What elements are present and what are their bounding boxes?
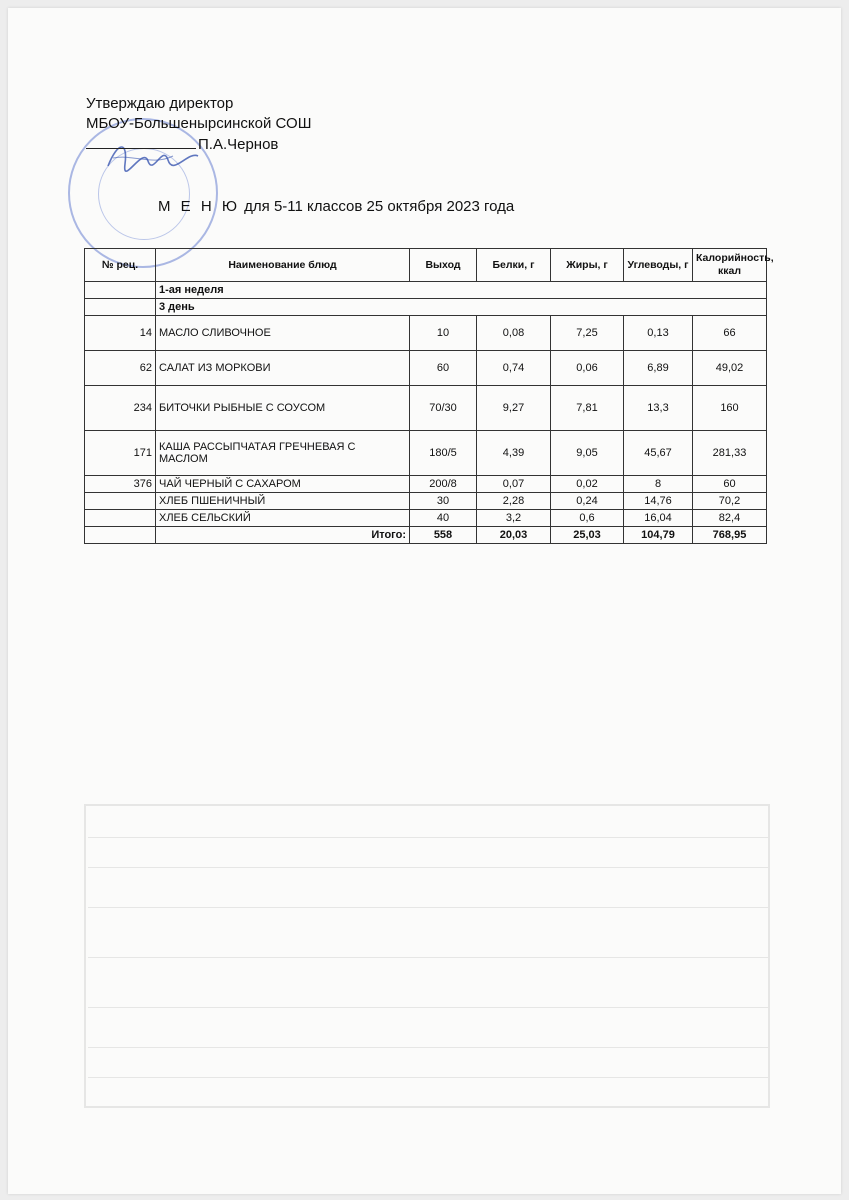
- dish-output: 30: [410, 493, 477, 510]
- total-kcal: 768,95: [693, 527, 767, 544]
- dish-protein: 0,74: [477, 351, 551, 386]
- total-empty-cell: [85, 527, 156, 544]
- dish-protein: 3,2: [477, 510, 551, 527]
- dish-output: 40: [410, 510, 477, 527]
- signature-line: [86, 134, 311, 155]
- dish-fat: 0,24: [551, 493, 624, 510]
- dish-fat: 0,6: [551, 510, 624, 527]
- header-fat: Жиры, г: [551, 249, 624, 282]
- day-row: [85, 299, 767, 316]
- signer-name: П.А.Чернов: [198, 136, 279, 153]
- recipe-number: 14: [85, 316, 156, 351]
- table-row: [85, 476, 767, 493]
- dish-kcal: 49,02: [693, 351, 767, 386]
- table-row: [85, 493, 767, 510]
- ghost-table: [84, 804, 770, 1108]
- menu-word: М Е Н Ю: [158, 198, 240, 215]
- dish-name: КАША РАССЫПЧАТАЯ ГРЕЧНЕВАЯ С МАСЛОМ: [156, 431, 410, 476]
- reverse-side-bleed-through: [80, 648, 780, 1108]
- approval-title: Утверждаю директор: [86, 95, 234, 112]
- dish-carbs: 13,3: [624, 386, 693, 431]
- table-row: [85, 386, 767, 431]
- dish-fat: 0,06: [551, 351, 624, 386]
- header-name: Наименование блюд: [156, 249, 410, 282]
- dish-output: 10: [410, 316, 477, 351]
- recipe-number: [85, 493, 156, 510]
- header-protein: Белки, г: [477, 249, 551, 282]
- dish-output: 60: [410, 351, 477, 386]
- header-num: № рец.: [85, 249, 156, 282]
- dish-name: МАСЛО СЛИВОЧНОЕ: [156, 316, 410, 351]
- dish-kcal: 281,33: [693, 431, 767, 476]
- header-carbs: Углеводы, г: [624, 249, 693, 282]
- document-page: [8, 8, 841, 1194]
- dish-carbs: 8: [624, 476, 693, 493]
- dish-name: БИТОЧКИ РЫБНЫЕ С СОУСОМ: [156, 386, 410, 431]
- dish-protein: 0,08: [477, 316, 551, 351]
- dish-name: ХЛЕБ СЕЛЬСКИЙ: [156, 510, 410, 527]
- dish-carbs: 14,76: [624, 493, 693, 510]
- dish-protein: 0,07: [477, 476, 551, 493]
- day-row-empty-cell: [85, 299, 156, 316]
- header-kcal: Калорийность, ккал: [693, 249, 767, 282]
- dish-kcal: 70,2: [693, 493, 767, 510]
- dish-name: САЛАТ ИЗ МОРКОВИ: [156, 351, 410, 386]
- dish-carbs: 45,67: [624, 431, 693, 476]
- dish-fat: 7,81: [551, 386, 624, 431]
- table-row: [85, 316, 767, 351]
- dish-carbs: 16,04: [624, 510, 693, 527]
- ghost-line: [88, 837, 770, 838]
- school-name: МБОУ-Большенырсинской СОШ: [86, 115, 312, 132]
- week-row: [85, 282, 767, 299]
- menu-title: [158, 198, 514, 215]
- table-header-row: [85, 249, 767, 282]
- recipe-number: 171: [85, 431, 156, 476]
- total-carbs: 104,79: [624, 527, 693, 544]
- recipe-number: 234: [85, 386, 156, 431]
- dish-output: 180/5: [410, 431, 477, 476]
- total-output: 558: [410, 527, 477, 544]
- ghost-line: [88, 867, 770, 868]
- dish-output: 200/8: [410, 476, 477, 493]
- dish-output: 70/30: [410, 386, 477, 431]
- signature-underline: [86, 134, 196, 149]
- day-label: 3 день: [156, 299, 767, 316]
- total-protein: 20,03: [477, 527, 551, 544]
- ghost-line: [88, 957, 770, 958]
- recipe-number: 376: [85, 476, 156, 493]
- recipe-number: 62: [85, 351, 156, 386]
- dish-protein: 2,28: [477, 493, 551, 510]
- dish-carbs: 0,13: [624, 316, 693, 351]
- total-label: Итого:: [156, 527, 410, 544]
- dish-protein: 9,27: [477, 386, 551, 431]
- table-row: [85, 431, 767, 476]
- week-row-empty-cell: [85, 282, 156, 299]
- total-fat: 25,03: [551, 527, 624, 544]
- ghost-line: [88, 1047, 770, 1048]
- dish-name: ЧАЙ ЧЕРНЫЙ С САХАРОМ: [156, 476, 410, 493]
- total-row: [85, 527, 767, 544]
- header-output: Выход: [410, 249, 477, 282]
- ghost-line: [88, 1007, 770, 1008]
- menu-subtitle: для 5-11 классов 25 октября 2023 года: [244, 198, 515, 215]
- dish-kcal: 160: [693, 386, 767, 431]
- dish-kcal: 66: [693, 316, 767, 351]
- recipe-number: [85, 510, 156, 527]
- menu-table: [84, 248, 774, 544]
- dish-fat: 0,02: [551, 476, 624, 493]
- dish-protein: 4,39: [477, 431, 551, 476]
- ghost-line: [88, 1077, 770, 1078]
- table-row: [85, 351, 767, 386]
- approval-block: [86, 94, 311, 155]
- dish-kcal: 60: [693, 476, 767, 493]
- dish-name: ХЛЕБ ПШЕНИЧНЫЙ: [156, 493, 410, 510]
- table-row: [85, 510, 767, 527]
- dish-carbs: 6,89: [624, 351, 693, 386]
- week-label: 1-ая неделя: [156, 282, 767, 299]
- ghost-line: [88, 907, 770, 908]
- dish-fat: 7,25: [551, 316, 624, 351]
- dish-fat: 9,05: [551, 431, 624, 476]
- dish-kcal: 82,4: [693, 510, 767, 527]
